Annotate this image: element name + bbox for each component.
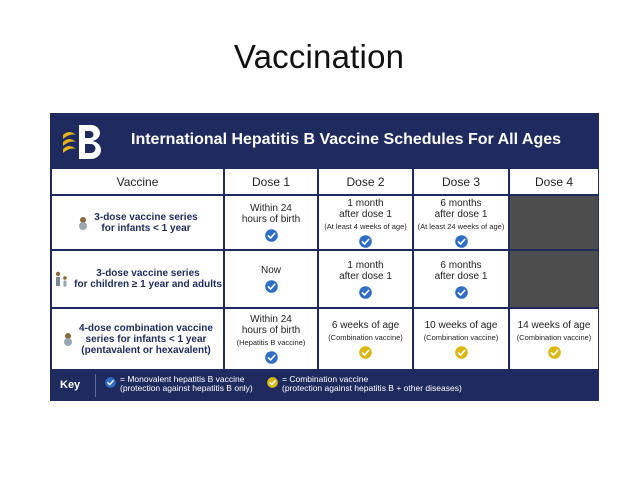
blue-check-icon [105, 375, 116, 393]
blue-check-icon [265, 351, 278, 364]
key-item-line: (protection against hepatitis B only) [120, 383, 253, 393]
key-item-combination [267, 375, 462, 393]
blue-check-icon [359, 235, 372, 248]
dose-timing: after dose 1 [339, 270, 392, 282]
dose-timing: Within 24 [250, 203, 292, 214]
key-item-line: = Monovalent hepatitis B vaccine [120, 374, 245, 384]
blue-check-icon [359, 286, 372, 299]
key-item-monovalent [105, 375, 253, 393]
dose-timing: 10 weeks of age [424, 319, 498, 331]
dose-timing: 1 month [347, 259, 384, 271]
dose-cell [510, 309, 598, 369]
vaccine-label [77, 212, 197, 234]
column-header [319, 169, 412, 194]
dose-timing: after dose 1 [434, 270, 488, 282]
empty-dose-cell [510, 251, 598, 307]
dose-cell [414, 251, 508, 307]
dose-timing: 6 weeks of age [331, 319, 400, 331]
dose-timing: 1 month [347, 197, 384, 209]
dose-cell [414, 196, 508, 249]
dose-timing: 14 weeks of age [517, 319, 591, 331]
yellow-check-icon [548, 346, 561, 359]
child-adult-icon [53, 271, 69, 287]
column-header-label: Dose 1 [251, 174, 291, 189]
key-item-line: = Combination vaccine [282, 374, 369, 384]
key-item-line: (protection against hepatitis B + other diseases) [282, 383, 462, 393]
vaccine-label-line: 3-dose vaccine series [96, 268, 200, 279]
vaccine-label-cell [52, 309, 223, 369]
blue-check-icon [265, 229, 278, 242]
column-header [510, 169, 598, 194]
schedule-card [50, 113, 599, 401]
vaccine-label [62, 323, 213, 356]
dose-timing: after dose 1 [339, 208, 392, 220]
vaccine-label-cell [52, 196, 223, 249]
vaccine-label-line: for infants < 1 year [101, 222, 191, 234]
column-header [52, 169, 223, 194]
dose-note: (Combination vaccine) [516, 332, 592, 342]
vaccine-label-line: (pentavalent or hexavalent) [81, 344, 211, 356]
dose-cell [319, 196, 412, 249]
dose-note: (Hepatitis B vaccine) [236, 338, 306, 347]
dose-timing: hours of birth [241, 214, 301, 225]
dose-cell [319, 309, 412, 369]
dose-note: (Combination vaccine) [328, 332, 403, 342]
blue-check-icon [455, 235, 468, 248]
slide-title: Vaccination [233, 38, 405, 75]
empty-dose-cell [510, 196, 598, 249]
card-header [51, 114, 598, 167]
column-header-label: Dose 2 [346, 174, 385, 189]
infant-icon [62, 332, 74, 346]
vaccine-label [53, 268, 222, 290]
blue-check-icon [265, 280, 278, 293]
dose-note: (Combination vaccine) [423, 332, 499, 342]
column-header-label: Vaccine [116, 174, 159, 189]
dose-cell [225, 309, 317, 369]
column-header [414, 169, 508, 194]
vaccine-label-cell [52, 251, 223, 307]
dose-timing: hours of birth [241, 325, 301, 336]
column-header [225, 169, 317, 194]
infant-icon [77, 216, 89, 230]
column-header-label: Dose 3 [441, 174, 481, 189]
blue-check-icon [455, 286, 468, 299]
yellow-check-icon [455, 346, 468, 359]
vaccine-label-line: series for infants < 1 year [85, 333, 207, 345]
vaccine-label-line: 4-dose combination vaccine [79, 322, 213, 334]
dose-timing: after dose 1 [434, 208, 488, 220]
dose-cell [319, 251, 412, 307]
hep-b-logo-icon [61, 123, 105, 159]
dose-timing: 6 months [440, 197, 482, 209]
table-title: International Hepatitis B Vaccine Schedules For All Ages [131, 131, 562, 148]
key-label: Key [60, 379, 81, 391]
dose-timing: Within 24 [250, 314, 292, 325]
dose-timing: 6 months [440, 259, 482, 271]
vaccine-label-line: 3-dose vaccine series [94, 211, 198, 223]
vaccine-label-line: for children ≥ 1 year and adults [74, 279, 222, 290]
column-header-label: Dose 4 [534, 174, 574, 189]
dose-cell [225, 251, 317, 307]
dose-note: (At least 4 weeks of age) [324, 221, 407, 231]
dose-cell [225, 196, 317, 249]
dose-note: (At least 24 weeks of age) [417, 221, 505, 231]
dose-cell [414, 309, 508, 369]
dose-timing: Now [260, 265, 281, 276]
key-bar [51, 371, 598, 400]
key-divider [95, 374, 96, 397]
yellow-check-icon [359, 346, 372, 359]
yellow-check-icon [267, 375, 278, 393]
